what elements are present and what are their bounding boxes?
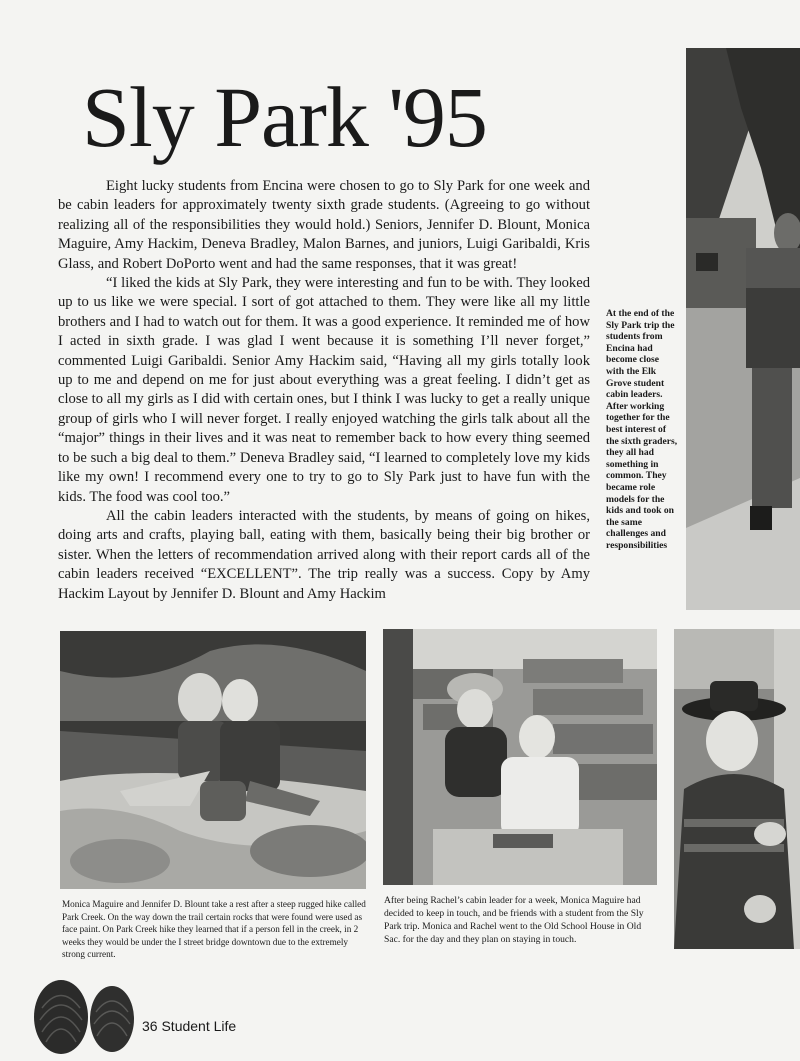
article-paragraph: Eight lucky students from Encina were chosen to go to Sly Park for one week and be cabin leaders for approximately twenty sixth grade students. (Agreeing to go without realizing all of the responsibilities they would hold.) Seniors, Jennifer D. Blount, Monica Maguire, Amy Hackim, Deneva Bradley, Malon Barnes, and juniors, Luigi Garibaldi, Kris Glass, and Robert DoPorto went and had the same responses, that it was great! — [58, 178, 590, 272]
photo-boy-cowboy-hat — [674, 629, 800, 949]
page-title: Sly Park '95 — [82, 69, 487, 165]
photo-classroom — [383, 629, 657, 885]
caption-middle: After being Rachel’s cabin leader for a week, Monica Maguire had decided to keep in touch, and be friends with a student from the Sly Park trip. Monica and Rachel went to the Old School House in Old Sac. for the day and they plan on staying in touch. — [384, 895, 644, 945]
page-footer: 36 Student Life — [142, 1018, 237, 1034]
article-paragraph: “I liked the kids at Sly Park, they were interesting and fun to be with. They looked up to us like we were special. I sort of got attached to them. They were like all my little brothers and I had to watch out for them. It was a good experience. It reminded me of how I acted in sixth grade. I was glad I went because it is something I’ll never forget,” commented Luigi Garibaldi. Senior Amy Hackim said, “Having all my girls totally look up to me and depend on me for just about everything was a great feeling. I didn’t get as close to all my girls as I did with certain ones, but I think I was lucky to get a really unique group of girls who I will never forget. I really enjoyed watching the girls talk about all the “major” things in their lives and it was neat to remember back to how every thing seemed to be such a big deal to them.” Deneva Bradley said, “I learned to completely love my kids like my own! I recommend every one to try to go to Sly Park just to have fun with the kids. The food was cool too.” — [58, 275, 590, 505]
caption-left: Monica Maguire and Jennifer D. Blount take a rest after a steep rugged hike called Park Creek. On the way down the trail certain rocks that were found were used as face paint. On Park Creek hike they learned that if a person fell in the creek, in 2 weeks they would be under the I street bridge downtown due to the extremely strong current. — [62, 899, 366, 960]
article-paragraph: All the cabin leaders interacted with the students, by means of going on hikes, doing arts and crafts, playing ball, eating with them, basically being their big brother or sister. When the letters of recommendation arrived along with their report cards all of the cabin leaders received “EXCELLENT”. The trip really was a success. Copy by Amy Hackim Layout by Jennifer D. Blount and Amy Hackim — [58, 507, 590, 602]
thumbprint-icon — [32, 978, 90, 1061]
side-caption: At the end of the Sly Park trip the students from Encina had become close with the Elk Grove student cabin leaders. After working together for the best interest of the sixth graders, they all had something in common. They became role models for the kids and took on the same challenges and responsibilities — [606, 308, 678, 551]
thumbprint-icon — [88, 984, 136, 1059]
article-body — [58, 177, 590, 604]
photo-boy-outdoors — [686, 48, 800, 610]
photo-girls-on-rocks — [60, 631, 366, 889]
